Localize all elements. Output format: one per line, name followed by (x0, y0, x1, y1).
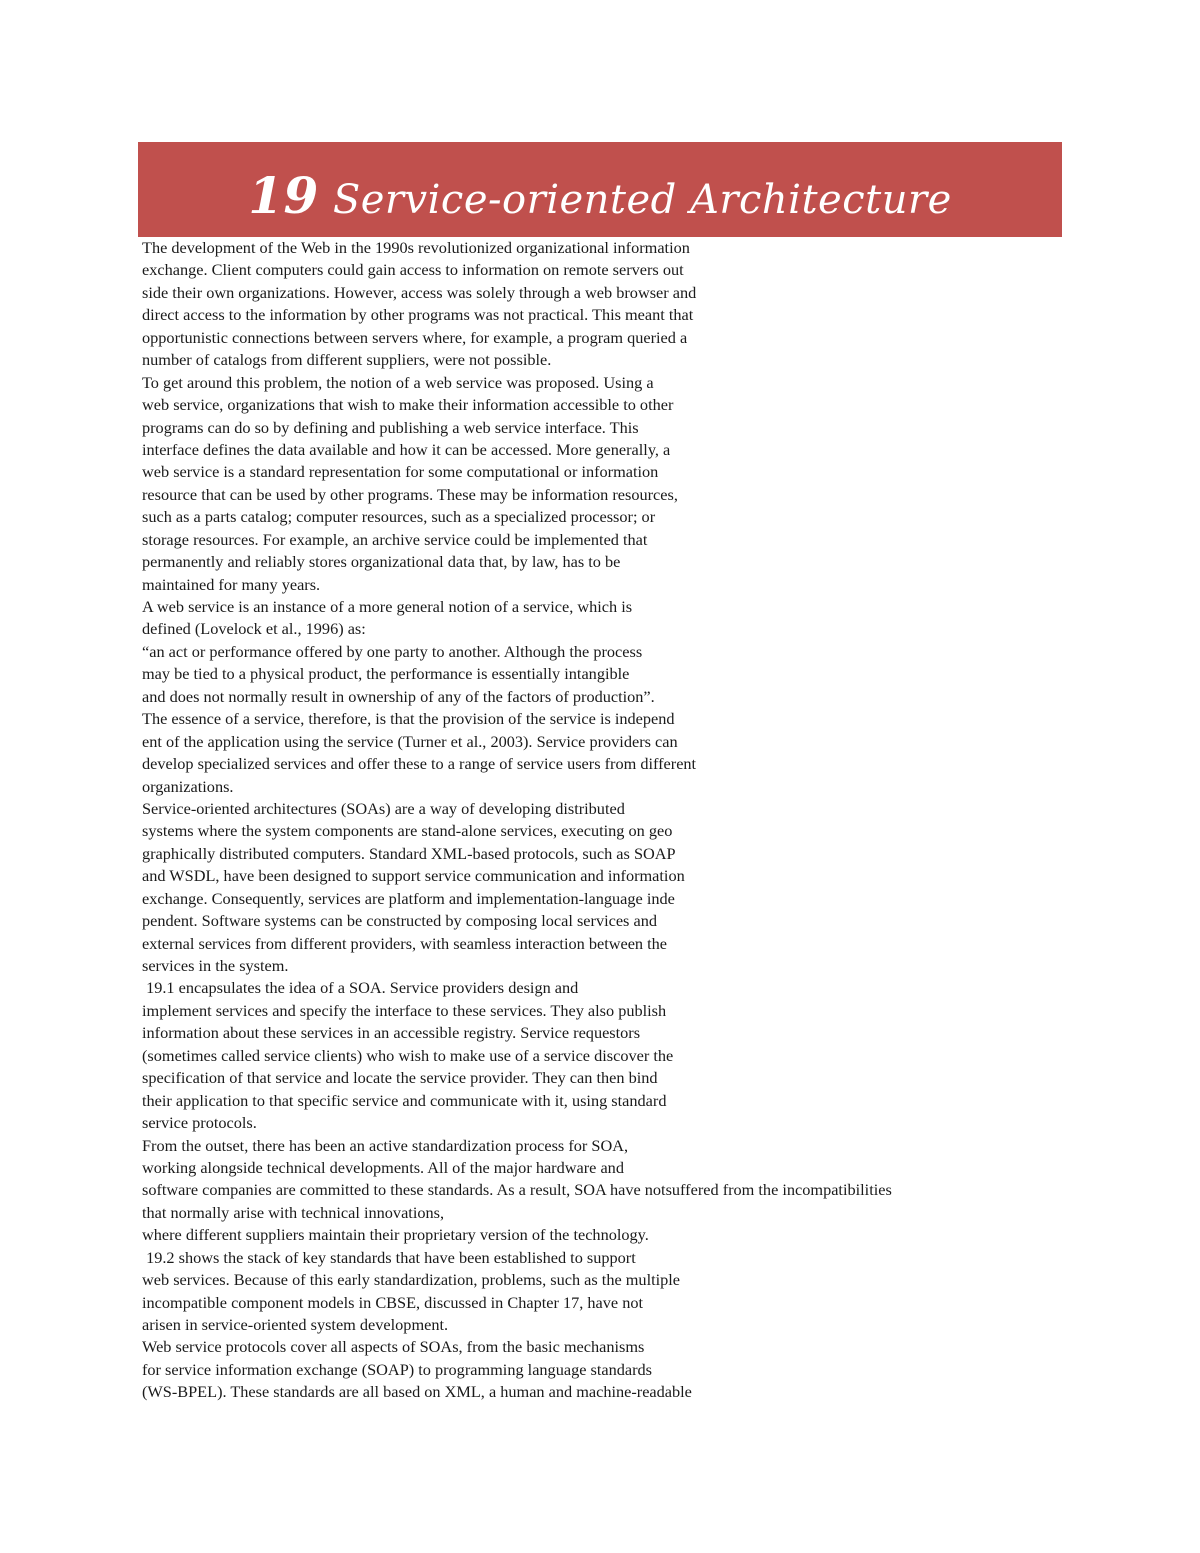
text-line: side their own organizations. However, access was solely through a web browser and (142, 282, 697, 302)
text-line: their application to that specific service and communicate with it, using standard (142, 1090, 667, 1110)
chapter-number: 19 (248, 166, 319, 225)
text-line: that normally arise with technical innovations, (142, 1202, 445, 1222)
text-line: web service, organizations that wish to make their information accessible to other (142, 395, 674, 415)
text-line: for service information exchange (SOAP) to programming language standards (142, 1359, 652, 1379)
text-line: “an act or performance offered by one party to another. Although the process (142, 641, 643, 661)
text-line: 19.1 encapsulates the idea of a SOA. Service providers design and (142, 978, 579, 998)
text-line: permanently and reliably stores organizational data that, by law, has to be (142, 552, 621, 572)
text-line: storage resources. For example, an archive service could be implemented that (142, 529, 648, 549)
text-line: number of catalogs from different suppliers, were not possible. (142, 350, 552, 370)
text-line: web service is a standard representation for some computational or information (142, 462, 659, 482)
text-line: The essence of a service, therefore, is that the provision of the service is independ (142, 709, 675, 729)
text-line: services in the system. (142, 956, 289, 975)
text-line: software companies are committed to these standards. As a result, SOA have notsuffered from the incompatibilities (142, 1180, 892, 1200)
text-line: external services from different providers, with seamless interaction between the (142, 933, 668, 953)
text-line: specification of that service and locate the service provider. They can then bind (142, 1068, 658, 1088)
text-line: information about these services in an accessible registry. Service requestors (142, 1023, 641, 1043)
text-line: incompatible component models in CBSE, discussed in Chapter 17, have not (142, 1292, 644, 1312)
text-line: pendent. Software systems can be constructed by composing local services and (142, 911, 657, 931)
text-line: ent of the application using the service (Turner et al., 2003). Service providers can (142, 731, 678, 751)
text-line: web services. Because of this early standardization, problems, such as the multiple (142, 1270, 681, 1290)
text-line: opportunistic connections between servers where, for example, a program queried a (142, 327, 688, 347)
text-line: implement services and specify the interface to these services. They also publish (142, 1000, 667, 1020)
text-line: working alongside technical developments. All of the major hardware and (142, 1157, 624, 1177)
text-line: systems where the system components are stand-alone services, executing on geo (142, 821, 673, 841)
chapter-heading (248, 166, 952, 225)
text-line: such as a parts catalog; computer resources, such as a specialized processor; or (142, 507, 656, 527)
chapter-title: Service-oriented Architecture (332, 177, 952, 223)
text-line: develop specialized services and offer these to a range of service users from different (142, 754, 697, 774)
text-line: The development of the Web in the 1990s revolutionized organizational information (142, 238, 690, 257)
text-line: Web service protocols cover all aspects of SOAs, from the basic mechanisms (142, 1337, 645, 1357)
text-line: and does not normally result in ownership of any of the factors of production”. (142, 686, 655, 706)
text-line: (WS-BPEL). These standards are all based on XML, a human and machine-readable (142, 1382, 692, 1402)
text-line: To get around this problem, the notion of a web service was proposed. Using a (142, 372, 654, 392)
body-text (142, 237, 1082, 1404)
text-line: Service-oriented architectures (SOAs) are a way of developing distributed (142, 798, 625, 818)
text-line: exchange. Client computers could gain access to information on remote servers out (142, 260, 684, 280)
text-line: may be tied to a physical product, the performance is essentially intangible (142, 664, 630, 684)
text-line: defined (Lovelock et al., 1996) as: (142, 619, 366, 639)
text-line: organizations. (142, 776, 234, 796)
text-line: and WSDL, have been designed to support service communication and information (142, 866, 685, 886)
text-line: service protocols. (142, 1113, 257, 1133)
text-line: programs can do so by defining and publishing a web service interface. This (142, 417, 639, 437)
text-line: From the outset, there has been an active standardization process for SOA, (142, 1135, 629, 1155)
text-line: interface defines the data available and how it can be accessed. More generally, a (142, 439, 671, 459)
chapter-banner (138, 142, 1062, 237)
text-line: exchange. Consequently, services are platform and implementation-language inde (142, 888, 675, 908)
text-line: maintained for many years. (142, 574, 321, 594)
text-line: where different suppliers maintain their proprietary version of the technology. (142, 1225, 649, 1245)
text-line: graphically distributed computers. Standard XML-based protocols, such as SOAP (142, 843, 676, 863)
text-line: arisen in service-oriented system development. (142, 1315, 449, 1334)
text-line: resource that can be used by other programs. These may be information resources, (142, 484, 678, 504)
text-line: (sometimes called service clients) who wish to make use of a service discover the (142, 1045, 674, 1065)
text-line: A web service is an instance of a more general notion of a service, which is (142, 597, 633, 616)
text-line: 19.2 shows the stack of key standards that have been established to support (142, 1247, 636, 1267)
text-line: direct access to the information by other programs was not practical. This meant that (142, 305, 694, 325)
